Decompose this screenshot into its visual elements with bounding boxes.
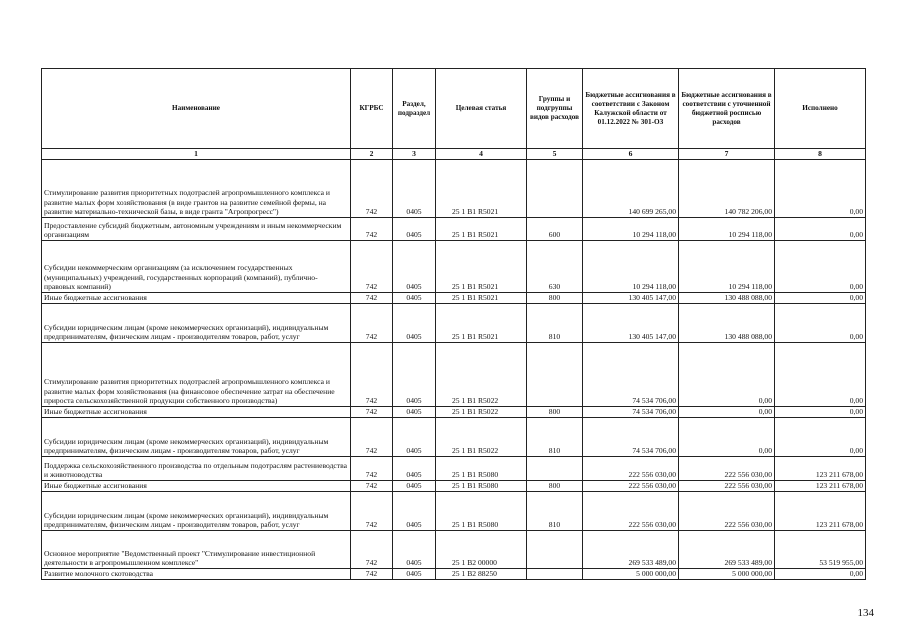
- column-number: 8: [775, 149, 866, 160]
- table-row: [42, 481, 866, 492]
- row-group: [527, 160, 583, 218]
- row-kgrbs: 742: [351, 418, 393, 457]
- row-name: Субсидии юридическим лицам (кроме некоммерческих организаций), индивидуальным предпринимателям, физическим лицам - производителям товаров, работ, услуг: [42, 418, 351, 457]
- row-name: Иные бюджетные ассигнования: [42, 293, 351, 304]
- table-row: [42, 418, 866, 457]
- row-refined-amount: 10 294 118,00: [679, 218, 775, 241]
- row-target: 25 1 B1 R5080: [436, 481, 527, 492]
- row-refined-amount: 0,00: [679, 343, 775, 407]
- row-refined-amount: 0,00: [679, 407, 775, 418]
- row-kgrbs: 742: [351, 407, 393, 418]
- row-name: Иные бюджетные ассигнования: [42, 481, 351, 492]
- row-law-amount: 130 405 147,00: [583, 293, 679, 304]
- row-target: 25 1 B1 R5021: [436, 304, 527, 343]
- row-section: 0405: [393, 407, 436, 418]
- row-executed-amount: 0,00: [775, 241, 866, 293]
- row-law-amount: 222 556 030,00: [583, 457, 679, 481]
- row-law-amount: 10 294 118,00: [583, 241, 679, 293]
- row-executed-amount: 123 211 678,00: [775, 481, 866, 492]
- row-target: 25 1 B1 R5080: [436, 492, 527, 531]
- row-refined-amount: 222 556 030,00: [679, 481, 775, 492]
- row-section: 0405: [393, 343, 436, 407]
- row-kgrbs: 742: [351, 492, 393, 531]
- row-group: [527, 569, 583, 580]
- row-section: 0405: [393, 293, 436, 304]
- row-law-amount: 74 534 706,00: [583, 418, 679, 457]
- row-kgrbs: 742: [351, 457, 393, 481]
- row-target: 25 1 B2 88250: [436, 569, 527, 580]
- row-refined-amount: 130 488 088,00: [679, 293, 775, 304]
- row-name: Субсидии юридическим лицам (кроме некоммерческих организаций), индивидуальным предпринимателям, физическим лицам - производителям товаров, работ, услуг: [42, 304, 351, 343]
- column-number-row: [42, 149, 866, 160]
- header-groups: Группы и подгруппы видов расходов: [527, 69, 583, 149]
- row-name: Развитие молочного скотоводства: [42, 569, 351, 580]
- row-group: 810: [527, 304, 583, 343]
- row-name: Стимулирование развития приоритетных подотраслей агропромышленного комплекса и развитие малых форм хозяйствования (на финансовое обеспечение затрат на обеспечение прироста сельскохозяйственной продукции собственного производства): [42, 343, 351, 407]
- row-group: 810: [527, 492, 583, 531]
- row-target: 25 1 B1 R5021: [436, 241, 527, 293]
- row-executed-amount: 0,00: [775, 418, 866, 457]
- page-number: 134: [857, 607, 874, 619]
- row-law-amount: 10 294 118,00: [583, 218, 679, 241]
- row-group: [527, 531, 583, 569]
- row-section: 0405: [393, 457, 436, 481]
- row-law-amount: 222 556 030,00: [583, 492, 679, 531]
- row-executed-amount: 123 211 678,00: [775, 457, 866, 481]
- row-executed-amount: 0,00: [775, 407, 866, 418]
- table-row: [42, 457, 866, 481]
- row-law-amount: 130 405 147,00: [583, 304, 679, 343]
- table-row: [42, 569, 866, 580]
- row-kgrbs: 742: [351, 569, 393, 580]
- row-group: 630: [527, 241, 583, 293]
- row-target: 25 1 B1 R5021: [436, 160, 527, 218]
- row-kgrbs: 742: [351, 531, 393, 569]
- row-target: 25 1 B1 R5022: [436, 407, 527, 418]
- row-kgrbs: 742: [351, 241, 393, 293]
- row-kgrbs: 742: [351, 481, 393, 492]
- column-number: 3: [393, 149, 436, 160]
- row-executed-amount: 53 519 955,00: [775, 531, 866, 569]
- table-row: [42, 343, 866, 407]
- row-target: 25 1 B1 R5080: [436, 457, 527, 481]
- row-kgrbs: 742: [351, 218, 393, 241]
- header-target: Целевая статья: [436, 69, 527, 149]
- header-executed: Исполнено: [775, 69, 866, 149]
- row-refined-amount: 222 556 030,00: [679, 457, 775, 481]
- column-number: 4: [436, 149, 527, 160]
- row-section: 0405: [393, 160, 436, 218]
- row-name: Стимулирование развития приоритетных подотраслей агропромышленного комплекса и развитие малых форм хозяйствования (в виде грантов на развитие семейной фермы, на развитие материально-технической базы, в виде гранта "Агропрогресс"): [42, 160, 351, 218]
- header-name: Наименование: [42, 69, 351, 149]
- table-row: [42, 407, 866, 418]
- row-executed-amount: 123 211 678,00: [775, 492, 866, 531]
- row-law-amount: 140 699 265,00: [583, 160, 679, 218]
- row-section: 0405: [393, 531, 436, 569]
- header-row: [42, 69, 866, 149]
- row-law-amount: 74 534 706,00: [583, 343, 679, 407]
- table-row: [42, 241, 866, 293]
- row-law-amount: 222 556 030,00: [583, 481, 679, 492]
- row-group: [527, 343, 583, 407]
- row-target: 25 1 B1 R5021: [436, 218, 527, 241]
- row-name: Субсидии некоммерческим организациям (за исключением государственных (муниципальных) учреждений, государственных корпораций (компаний), публично-правовых компаний): [42, 241, 351, 293]
- table-row: [42, 293, 866, 304]
- row-group: 800: [527, 407, 583, 418]
- row-law-amount: 5 000 000,00: [583, 569, 679, 580]
- row-refined-amount: 130 488 088,00: [679, 304, 775, 343]
- row-target: 25 1 B2 00000: [436, 531, 527, 569]
- table-row: [42, 531, 866, 569]
- row-refined-amount: 269 533 489,00: [679, 531, 775, 569]
- header-refined: Бюджетные ассигнования в соответствии с уточненной бюджетной росписью расходов: [679, 69, 775, 149]
- row-target: 25 1 B1 R5022: [436, 418, 527, 457]
- table-row: [42, 218, 866, 241]
- row-executed-amount: 0,00: [775, 218, 866, 241]
- column-number: 1: [42, 149, 351, 160]
- row-refined-amount: 5 000 000,00: [679, 569, 775, 580]
- row-group: [527, 457, 583, 481]
- row-target: 25 1 B1 R5021: [436, 293, 527, 304]
- row-kgrbs: 742: [351, 160, 393, 218]
- row-kgrbs: 742: [351, 304, 393, 343]
- column-number: 5: [527, 149, 583, 160]
- row-name: Субсидии юридическим лицам (кроме некоммерческих организаций), индивидуальным предпринимателям, физическим лицам - производителям товаров, работ, услуг: [42, 492, 351, 531]
- row-group: 600: [527, 218, 583, 241]
- header-law: Бюджетные ассигнования в соответствии с Законом Калужской области от 01.12.2022 № 301-ОЗ: [583, 69, 679, 149]
- table-row: [42, 492, 866, 531]
- row-section: 0405: [393, 492, 436, 531]
- row-section: 0405: [393, 304, 436, 343]
- row-group: 800: [527, 293, 583, 304]
- row-kgrbs: 742: [351, 343, 393, 407]
- row-section: 0405: [393, 481, 436, 492]
- row-group: 810: [527, 418, 583, 457]
- column-number: 6: [583, 149, 679, 160]
- row-target: 25 1 B1 R5022: [436, 343, 527, 407]
- row-refined-amount: 0,00: [679, 418, 775, 457]
- row-section: 0405: [393, 218, 436, 241]
- row-name: Поддержка сельскохозяйственного производства по отдельным подотраслям растениеводства и животноводства: [42, 457, 351, 481]
- row-executed-amount: 0,00: [775, 304, 866, 343]
- header-kgrbs: КГРБС: [351, 69, 393, 149]
- row-section: 0405: [393, 569, 436, 580]
- column-number: 2: [351, 149, 393, 160]
- row-refined-amount: 10 294 118,00: [679, 241, 775, 293]
- row-name: Предоставление субсидий бюджетным, автономным учреждениям и иным некоммерческим организациям: [42, 218, 351, 241]
- row-executed-amount: 0,00: [775, 293, 866, 304]
- row-kgrbs: 742: [351, 293, 393, 304]
- row-executed-amount: 0,00: [775, 343, 866, 407]
- row-law-amount: 269 533 489,00: [583, 531, 679, 569]
- row-section: 0405: [393, 418, 436, 457]
- row-section: 0405: [393, 241, 436, 293]
- row-law-amount: 74 534 706,00: [583, 407, 679, 418]
- row-refined-amount: 140 782 206,00: [679, 160, 775, 218]
- column-number: 7: [679, 149, 775, 160]
- table-row: [42, 304, 866, 343]
- header-section: Раздел, подраздел: [393, 69, 436, 149]
- row-refined-amount: 222 556 030,00: [679, 492, 775, 531]
- row-executed-amount: 0,00: [775, 160, 866, 218]
- budget-table: [41, 68, 866, 580]
- row-name: Иные бюджетные ассигнования: [42, 407, 351, 418]
- table-row: [42, 160, 866, 218]
- row-group: 800: [527, 481, 583, 492]
- row-executed-amount: 0,00: [775, 569, 866, 580]
- row-name: Основное мероприятие "Ведомственный проект "Стимулирование инвестиционной деятельности в агропромышленном комплексе": [42, 531, 351, 569]
